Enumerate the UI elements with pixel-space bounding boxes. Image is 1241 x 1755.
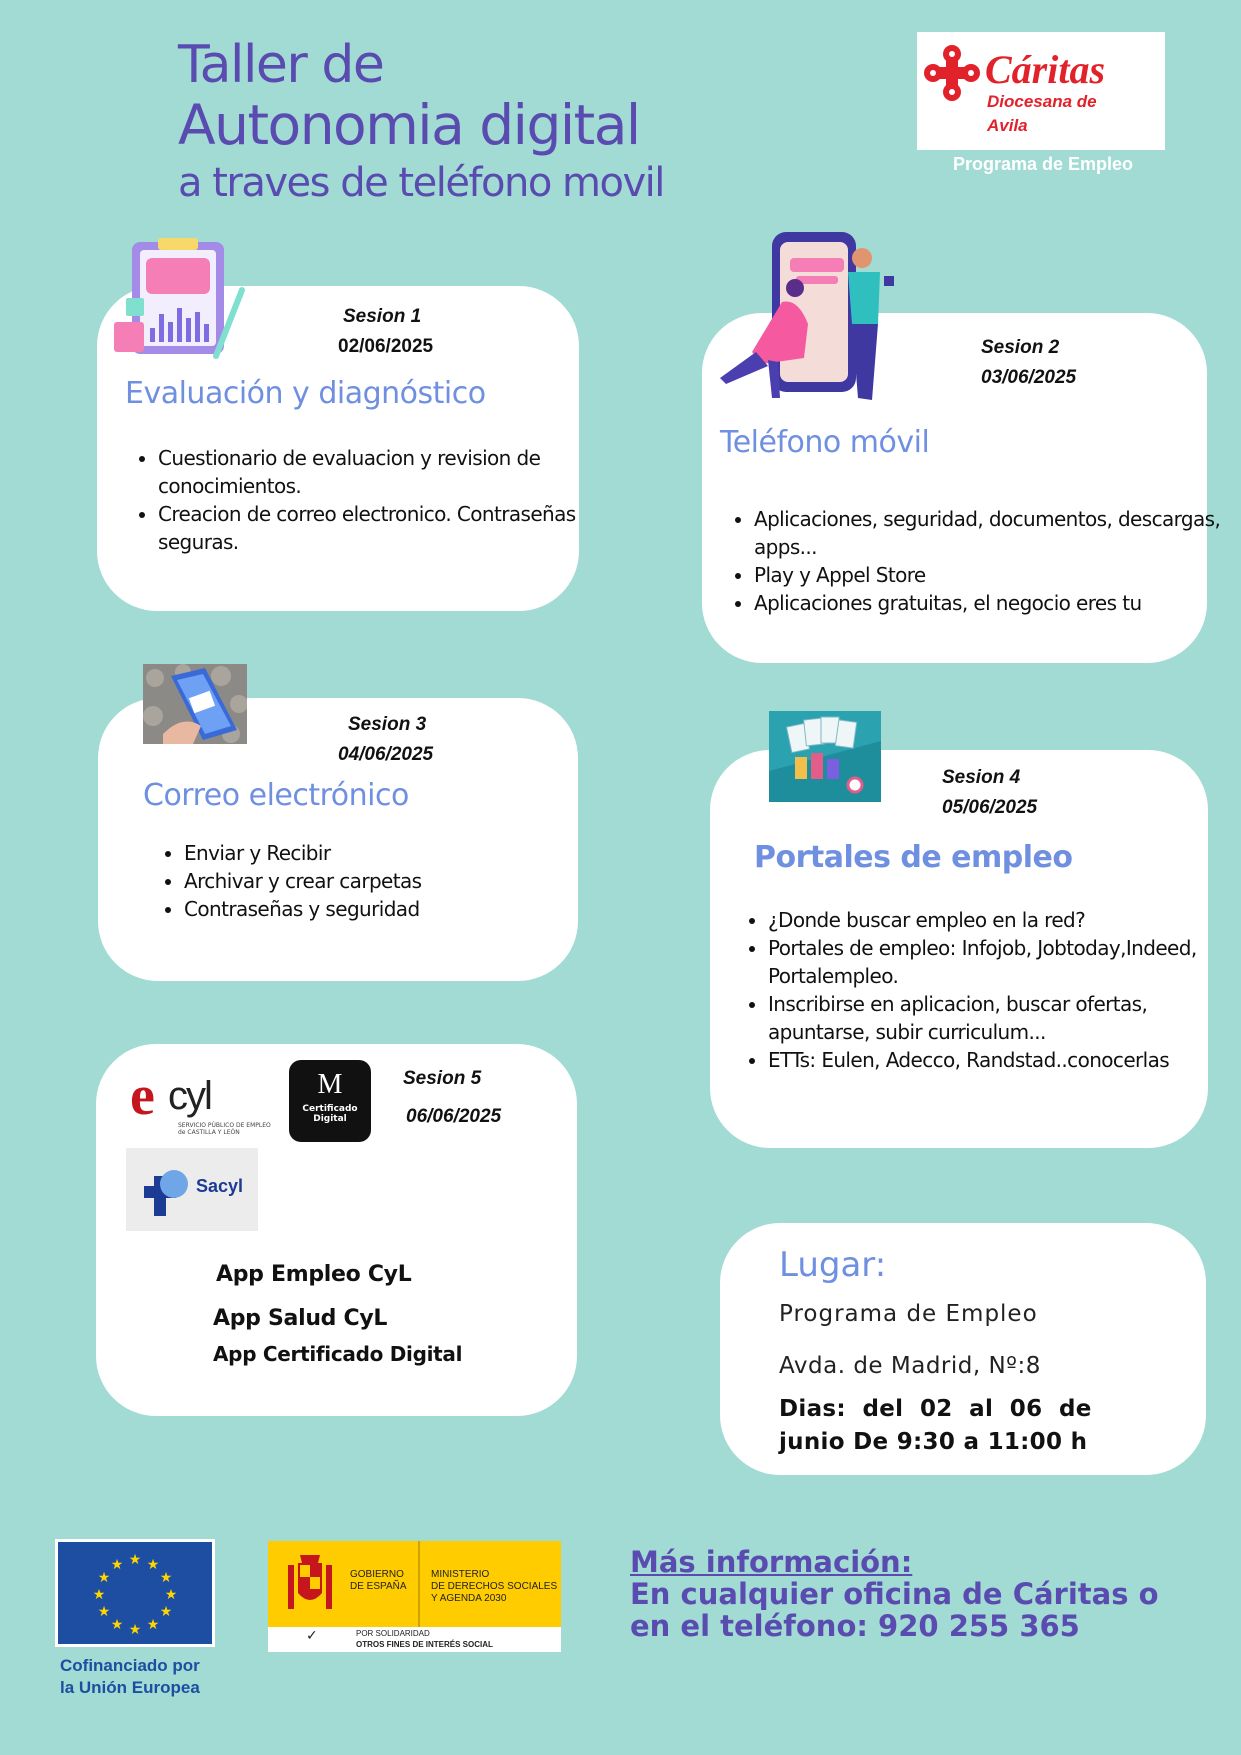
checkmark-icon: ✓	[306, 1628, 318, 1644]
svg-text:★: ★	[159, 1570, 173, 1586]
session-3-date: 04/06/2025	[338, 744, 434, 765]
certificado-m: M	[317, 1069, 343, 1100]
svg-text:★: ★	[97, 1604, 111, 1620]
svg-text:★: ★	[146, 1617, 160, 1633]
lugar-days	[779, 1393, 1092, 1459]
session-4-card	[710, 750, 1208, 1148]
ecyl-subtitle	[178, 1122, 271, 1136]
svg-text:★: ★	[164, 1587, 178, 1603]
list-item: • Creacion de correo electronico. Contraseñas seguras.	[158, 500, 588, 556]
lugar-title: Lugar:	[779, 1245, 887, 1285]
eu-flag	[55, 1539, 215, 1647]
list-item: • Play y Appel Store	[754, 561, 1224, 589]
ministerio-2: DE DERECHOS SOCIALES	[431, 1581, 558, 1592]
eu-caption-1: Cofinanciado por	[60, 1656, 200, 1675]
title-line-2: Autonomia digital	[178, 92, 640, 157]
more-info-title: Más información:	[630, 1545, 913, 1579]
session-2-label: Sesion 2	[981, 337, 1060, 358]
gobierno-1: GOBIERNO	[350, 1569, 404, 1580]
caritas-logo	[917, 32, 1165, 150]
ministerio-1: MINISTERIO	[431, 1569, 490, 1580]
solidaridad-text	[356, 1628, 493, 1650]
sacyl-text: Sacyl	[196, 1176, 244, 1196]
ecyl-text: cyl	[168, 1074, 211, 1118]
session-3-label: Sesion 3	[348, 714, 427, 735]
caritas-subtitle	[987, 90, 1097, 138]
list-item: • Aplicaciones, seguridad, documentos, descargas, apps...	[754, 505, 1224, 561]
ecyl-sub-1: SERVICIO PÚBLICO DE EMPLEO	[178, 1122, 271, 1129]
solidaridad-2: OTROS FINES DE INTERÉS SOCIAL	[356, 1640, 493, 1649]
lugar-days-1: Dias: del 02 al 06 de	[779, 1396, 1092, 1422]
list-item: • Archivar y crear carpetas	[184, 867, 584, 895]
list-item: • Aplicaciones gratuitas, el negocio eres tu	[754, 589, 1224, 617]
lugar-days-2: junio De 9:30 a 11:00 h	[779, 1429, 1088, 1455]
svg-text:★: ★	[110, 1617, 124, 1633]
session-1-label: Sesion 1	[343, 306, 422, 327]
title-line-1: Taller de	[178, 35, 384, 95]
list-item: • Inscribirse en aplicacion, buscar ofertas, apuntarse, subir curriculum...	[768, 990, 1230, 1046]
program-label: Programa de Empleo	[953, 154, 1134, 174]
svg-text:★: ★	[159, 1604, 173, 1620]
certificado-digital-logo	[289, 1060, 371, 1142]
svg-text:★: ★	[128, 1622, 142, 1638]
app-empleo: App Empleo CyL	[216, 1262, 412, 1287]
divider	[418, 1541, 420, 1627]
list-item: • Portales de empleo: Infojob, Jobtoday,Indeed, Portalempleo.	[768, 934, 1230, 990]
job-portals-illustration	[769, 711, 881, 802]
session-4-label: Sesion 4	[942, 767, 1021, 788]
svg-text:★: ★	[92, 1587, 106, 1603]
session-2-list	[720, 505, 1224, 617]
list-item: • Cuestionario de evaluacion y revision de conocimientos.	[158, 444, 588, 500]
eu-caption-2: la Unión Europea	[60, 1678, 200, 1697]
certificado-text-2: Digital	[313, 1114, 347, 1124]
session-2-date: 03/06/2025	[981, 367, 1077, 388]
session-5-date: 06/06/2025	[406, 1106, 502, 1127]
sacyl-cross-icon	[144, 1166, 194, 1216]
smartphone-people-icon	[712, 228, 907, 408]
more-info	[630, 1546, 1159, 1642]
list-item: • ETTs: Eulen, Adecco, Randstad..conocerlas	[768, 1046, 1230, 1074]
solidaridad-band	[268, 1627, 561, 1652]
session-1-title: Evaluación y diagnóstico	[125, 376, 486, 411]
session-1-list	[124, 444, 588, 556]
clipboard-chart-icon	[112, 236, 247, 361]
ecyl-logo	[130, 1065, 271, 1144]
ministerio-text	[431, 1569, 557, 1605]
session-2-title: Teléfono móvil	[720, 425, 930, 460]
sacyl-logo	[126, 1148, 258, 1231]
caritas-cross-icon	[923, 44, 981, 102]
session-5-label: Sesion 5	[403, 1068, 482, 1089]
more-info-line-1: En cualquier oficina de Cáritas o	[630, 1577, 1159, 1611]
caritas-sub-1: Diocesana de	[987, 92, 1097, 111]
ministerio-3: Y AGENDA 2030	[431, 1593, 507, 1604]
caritas-name: Cáritas	[985, 47, 1106, 92]
gobierno-text	[350, 1569, 407, 1593]
eu-caption	[60, 1655, 200, 1699]
list-item: • Enviar y Recibir	[184, 839, 584, 867]
lugar-place: Programa de Empleo	[779, 1301, 1038, 1327]
session-4-title: Portales de empleo	[754, 840, 1073, 875]
list-item: • ¿Donde buscar empleo en la red?	[768, 906, 1230, 934]
certificado-text-1: Certificado	[302, 1104, 358, 1114]
caritas-sub-2: Avila	[987, 116, 1028, 135]
session-4-date: 05/06/2025	[942, 797, 1038, 818]
gobierno-logo	[268, 1541, 561, 1652]
svg-text:★: ★	[146, 1557, 160, 1573]
app-certificado: App Certificado Digital	[213, 1342, 463, 1366]
session-1-date: 02/06/2025	[338, 336, 434, 357]
ecyl-e: e	[130, 1065, 155, 1127]
app-salud: App Salud CyL	[213, 1306, 388, 1331]
title-line-3: a traves de teléfono movil	[178, 160, 664, 207]
lugar-card	[720, 1223, 1206, 1475]
svg-text:★: ★	[110, 1557, 124, 1573]
more-info-line-2: en el teléfono: 920 255 365	[630, 1609, 1080, 1643]
session-3-title: Correo electrónico	[143, 778, 409, 813]
coat-of-arms-icon	[280, 1551, 340, 1617]
gobierno-2: DE ESPAÑA	[350, 1581, 407, 1592]
phone-email-photo	[143, 664, 247, 744]
solidaridad-1: POR SOLIDARIDAD	[356, 1629, 430, 1638]
lugar-address: Avda. de Madrid, Nº:8	[779, 1353, 1041, 1379]
svg-text:★: ★	[128, 1552, 142, 1568]
ecyl-sub-2: de CASTILLA Y LEÓN	[178, 1129, 240, 1136]
page-title	[178, 35, 664, 207]
session-3-list	[150, 839, 584, 923]
session-4-list	[734, 906, 1230, 1074]
eu-stars-icon	[58, 1542, 212, 1644]
session-5-card	[96, 1044, 577, 1416]
svg-text:★: ★	[97, 1570, 111, 1586]
list-item: • Contraseñas y seguridad	[184, 895, 584, 923]
